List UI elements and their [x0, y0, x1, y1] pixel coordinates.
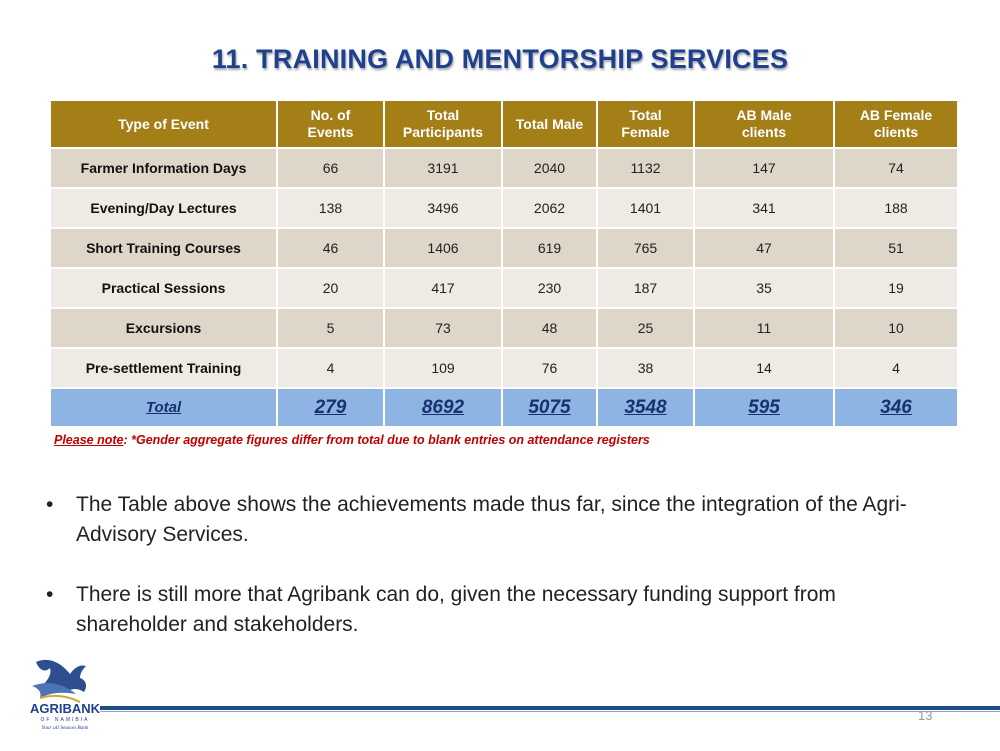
bullet-dot-icon: •	[46, 493, 54, 516]
row-label: Excursions	[50, 308, 277, 348]
footnote	[54, 433, 650, 447]
footnote-text: : *Gender aggregate figures differ from total due to blank entries on attendance registers	[123, 433, 650, 447]
cell-events: 66	[277, 148, 384, 188]
cell-ab-male: 14	[694, 348, 834, 388]
cell-female: 1132	[597, 148, 694, 188]
cell-male: 619	[502, 228, 597, 268]
slide-title: 11. TRAINING AND MENTORSHIP SERVICES	[211, 44, 789, 74]
table-row	[50, 348, 958, 388]
logo-sub: OF NAMIBIA	[40, 717, 90, 723]
logo-tagline: Your all Season Bank	[41, 725, 89, 731]
cell-ab-female: 19	[834, 268, 958, 308]
total-ab-female: 346	[834, 388, 958, 427]
table-header-row	[50, 100, 958, 148]
table-row	[50, 268, 958, 308]
total-events: 279	[277, 388, 384, 427]
row-label: Practical Sessions	[50, 268, 277, 308]
cell-ab-female: 51	[834, 228, 958, 268]
cell-participants: 3191	[384, 148, 502, 188]
row-label: Pre-settlement Training	[50, 348, 277, 388]
cell-female: 38	[597, 348, 694, 388]
header-total-male: Total Male	[502, 100, 597, 148]
cell-ab-male: 35	[694, 268, 834, 308]
page-number: 13	[918, 708, 933, 723]
cell-events: 46	[277, 228, 384, 268]
bullet-item	[46, 580, 926, 640]
header-ab-male-clients: AB Male clients	[694, 100, 834, 148]
cell-ab-female: 4	[834, 348, 958, 388]
cell-female: 1401	[597, 188, 694, 228]
cell-participants: 109	[384, 348, 502, 388]
total-ab-male: 595	[694, 388, 834, 427]
total-participants: 8692	[384, 388, 502, 427]
header-no-of-events: No. of Events	[277, 100, 384, 148]
cell-events: 20	[277, 268, 384, 308]
footnote-label: Please note	[54, 433, 124, 447]
total-female: 3548	[597, 388, 694, 427]
footer-line-thin	[100, 711, 1000, 712]
cell-male: 2040	[502, 148, 597, 188]
cell-participants: 1406	[384, 228, 502, 268]
logo-name: AGRIBANK	[29, 701, 101, 716]
total-row	[50, 388, 958, 427]
footer-line	[100, 706, 1000, 710]
cell-events: 138	[277, 188, 384, 228]
cell-male: 2062	[502, 188, 597, 228]
cell-female: 765	[597, 228, 694, 268]
cell-ab-male: 147	[694, 148, 834, 188]
eagle-icon	[22, 650, 108, 736]
bullet-text: The Table above shows the achievements made thus far, since the integration of the Agri-Advisory Services.	[76, 493, 907, 546]
header-ab-female-clients: AB Female clients	[834, 100, 958, 148]
row-label: Evening/Day Lectures	[50, 188, 277, 228]
header-total-participants: Total Participants	[384, 100, 502, 148]
cell-male: 48	[502, 308, 597, 348]
cell-ab-male: 47	[694, 228, 834, 268]
cell-male: 230	[502, 268, 597, 308]
bullet-text: There is still more that Agribank can do, given the necessary funding support from shareholder and stakeholders.	[76, 583, 836, 636]
cell-female: 25	[597, 308, 694, 348]
row-label: Short Training Courses	[50, 228, 277, 268]
cell-events: 5	[277, 308, 384, 348]
bullet-dot-icon: •	[46, 583, 54, 606]
table-row	[50, 228, 958, 268]
training-table	[49, 99, 959, 428]
total-label: Total	[50, 388, 277, 427]
bullet-list	[46, 490, 926, 670]
cell-female: 187	[597, 268, 694, 308]
table-row	[50, 308, 958, 348]
cell-ab-male: 341	[694, 188, 834, 228]
cell-participants: 417	[384, 268, 502, 308]
cell-participants: 3496	[384, 188, 502, 228]
header-total-female: Total Female	[597, 100, 694, 148]
table-row	[50, 148, 958, 188]
cell-ab-female: 10	[834, 308, 958, 348]
agribank-logo	[22, 650, 108, 736]
cell-participants: 73	[384, 308, 502, 348]
header-type-of-event: Type of Event	[50, 100, 277, 148]
row-label: Farmer Information Days	[50, 148, 277, 188]
cell-male: 76	[502, 348, 597, 388]
cell-ab-female: 188	[834, 188, 958, 228]
bullet-item	[46, 490, 926, 550]
total-male: 5075	[502, 388, 597, 427]
cell-ab-female: 74	[834, 148, 958, 188]
cell-events: 4	[277, 348, 384, 388]
cell-ab-male: 11	[694, 308, 834, 348]
table-row	[50, 188, 958, 228]
